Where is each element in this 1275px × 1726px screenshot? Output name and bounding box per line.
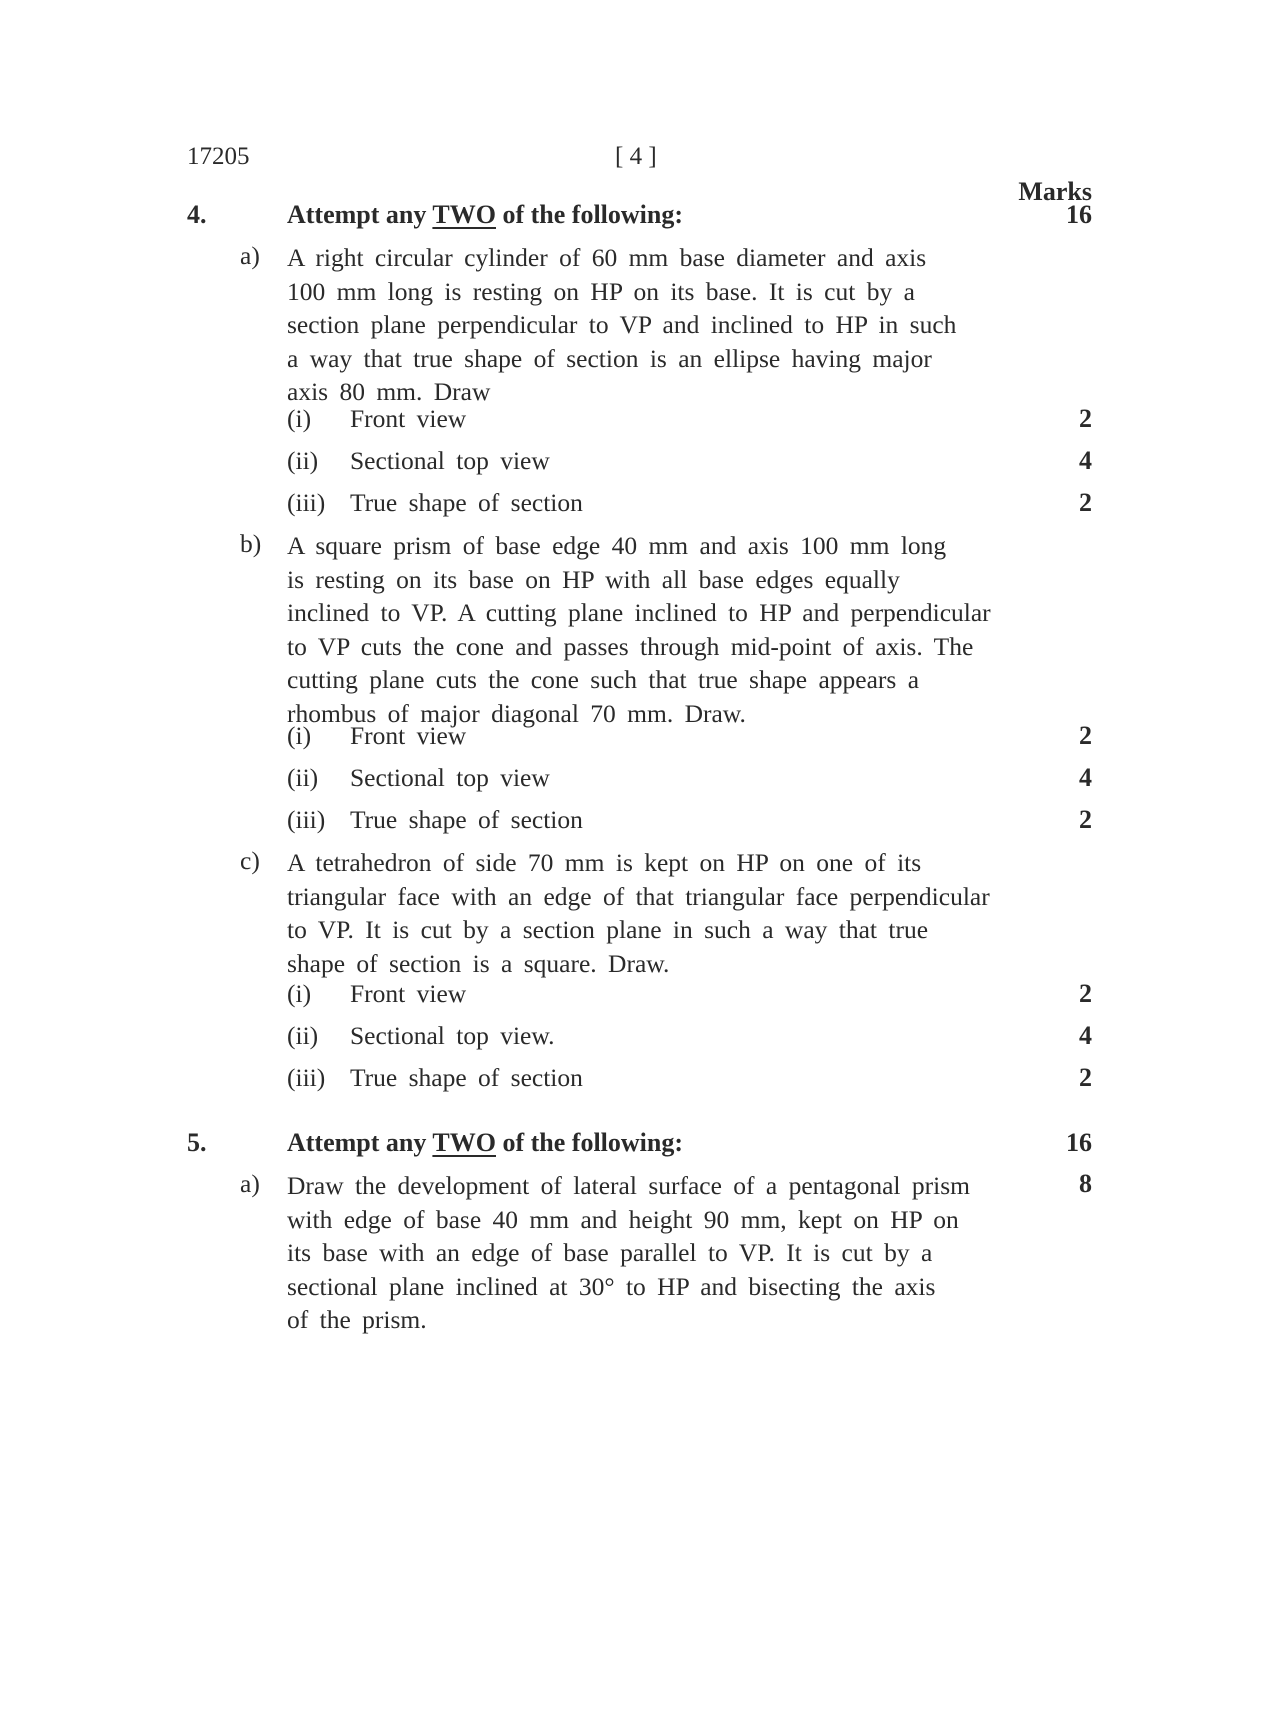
text-line: A square prism of base edge 40 mm and axis 100 mm long	[287, 531, 947, 560]
instruction-pre: Attempt any	[287, 200, 427, 229]
text-line: section plane perpendicular to VP and inclined to HP in such	[287, 310, 957, 339]
question-4-number: 4.	[187, 200, 207, 229]
subpart-label: (i)	[287, 721, 312, 750]
subpart-row	[287, 979, 1092, 1013]
subpart-text: Sectional top view	[350, 763, 550, 792]
subpart-marks: 4	[1079, 446, 1092, 475]
subpart-row	[287, 721, 1092, 755]
marks-column-heading: Marks	[1018, 177, 1092, 206]
subpart-marks: 2	[1079, 721, 1092, 750]
subpart-row	[287, 1063, 1092, 1097]
subpart-text: Sectional top view.	[350, 1021, 555, 1050]
subpart-marks: 4	[1079, 1021, 1092, 1050]
text-line: 100 mm long is resting on HP on its base. It is cut by a	[287, 276, 915, 306]
paper-code: 17205	[187, 143, 250, 170]
text-line: with edge of base 40 mm and height 90 mm, kept on HP on	[287, 1204, 959, 1234]
subpart-text: Front view	[350, 979, 467, 1008]
part-4b-label: b)	[240, 529, 262, 558]
part-4a-text	[287, 241, 956, 409]
subpart-text: True shape of section	[350, 1063, 583, 1092]
part-5a-marks: 8	[1079, 1169, 1092, 1198]
instruction-post: of the following:	[502, 200, 684, 229]
subpart-row	[287, 446, 1092, 480]
text-line: a way that true shape of section is an ellipse having major	[287, 343, 932, 373]
text-line: Draw the development of lateral surface of a pentagonal prism	[287, 1171, 970, 1200]
text-line: triangular face with an edge of that triangular face perpendicular	[287, 881, 990, 911]
text-line: axis 80 mm. Draw	[287, 377, 491, 406]
subpart-row	[287, 488, 1092, 522]
text-line: sectional plane inclined at 30° to HP and bisecting the axis	[287, 1271, 936, 1301]
part-5a-text	[287, 1169, 970, 1337]
subpart-row	[287, 763, 1092, 797]
instruction-key: TWO	[432, 1128, 496, 1157]
subpart-text: Front view	[350, 721, 467, 750]
question-5-number: 5.	[187, 1128, 207, 1157]
text-line: inclined to VP. A cutting plane inclined to HP and perpendicular	[287, 598, 991, 627]
subpart-marks: 2	[1079, 979, 1092, 1008]
text-line: to VP. It is cut by a section plane in such a way that true	[287, 915, 929, 944]
subpart-marks: 4	[1079, 763, 1092, 792]
subpart-label: (iii)	[287, 805, 326, 834]
page-number: [ 4 ]	[615, 143, 657, 170]
subpart-label: (ii)	[287, 763, 319, 792]
part-5a-label: a)	[240, 1169, 260, 1198]
subpart-label: (iii)	[287, 488, 326, 517]
text-line: is resting on its base on HP with all base edges equally	[287, 564, 900, 594]
text-line: cutting plane cuts the cone such that true shape appears a	[287, 665, 920, 694]
subpart-text: Front view	[350, 404, 467, 433]
text-line: of the prism.	[287, 1305, 427, 1334]
question-4-instruction	[287, 200, 683, 230]
subpart-text: True shape of section	[350, 805, 583, 834]
subpart-marks: 2	[1079, 404, 1092, 433]
subpart-label: (iii)	[287, 1063, 326, 1092]
question-4-marks: 16	[1066, 200, 1092, 229]
part-4c-text	[287, 846, 990, 980]
text-line: to VP cuts the cone and passes through mid-point of axis. The	[287, 631, 974, 661]
text-line: shape of section is a square. Draw.	[287, 948, 670, 978]
subpart-label: (ii)	[287, 1021, 319, 1050]
subpart-marks: 2	[1079, 488, 1092, 517]
instruction-post: of the following:	[502, 1128, 684, 1157]
question-5-marks: 16	[1066, 1128, 1092, 1157]
subpart-text: Sectional top view	[350, 446, 550, 475]
subpart-row	[287, 1021, 1092, 1055]
subpart-marks: 2	[1079, 805, 1092, 834]
instruction-pre: Attempt any	[287, 1128, 427, 1157]
subpart-label: (i)	[287, 404, 312, 433]
part-4c-label: c)	[240, 846, 260, 875]
subpart-label: (i)	[287, 979, 312, 1008]
subpart-marks: 2	[1079, 1063, 1092, 1092]
part-4a-label: a)	[240, 241, 260, 270]
subpart-row	[287, 404, 1092, 438]
text-line: A right circular cylinder of 60 mm base diameter and axis	[287, 243, 927, 272]
text-line: A tetrahedron of side 70 mm is kept on HP on one of its	[287, 848, 922, 877]
part-4b-text	[287, 529, 991, 730]
question-5-instruction	[287, 1128, 683, 1158]
instruction-key: TWO	[432, 200, 496, 229]
subpart-row	[287, 805, 1092, 839]
subpart-text: True shape of section	[350, 488, 583, 517]
text-line: rhombus of major diagonal 70 mm. Draw.	[287, 698, 746, 728]
text-line: its base with an edge of base parallel to VP. It is cut by a	[287, 1238, 933, 1267]
subpart-label: (ii)	[287, 446, 319, 475]
